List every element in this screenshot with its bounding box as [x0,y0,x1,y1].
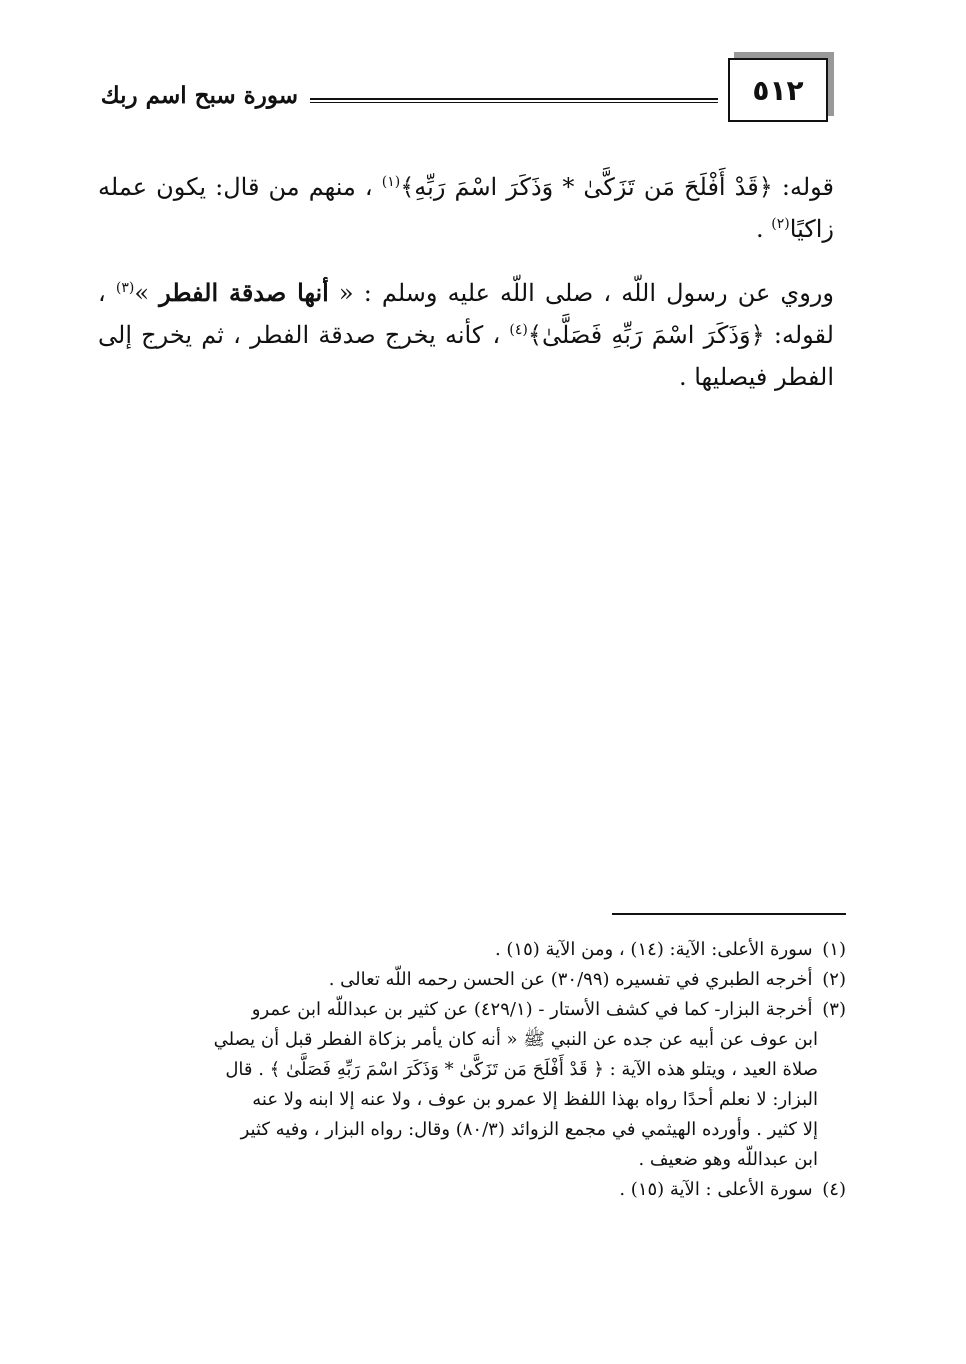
paragraph-2-text-4: ، كأنه يخرج صدقة الفطر ، ثم يخرج إلى الفطر فيصليها . [98,321,834,391]
page-header [88,58,828,128]
paragraph-1-text: قوله: ﴿قَدْ أَفْلَحَ مَن تَزَكَّىٰ * وَذَكَرَ اسْمَ رَبِّهِ﴾ [400,173,835,201]
footnote-1-line-1: سورة الأعلى: الآية: (١٤) ، ومن الآية (١٥) . [494,939,813,960]
footnote-3-line-4: البزار: لا نعلم أحدًا رواه بهذا اللفظ إلا عمرو بن عوف ، ولا عنه إلا ابنه ولا عنه [252,1089,818,1110]
paragraph-1 [98,166,834,250]
footnote-3-line-6: ابن عبداللّه وهو ضعيف . [638,1149,818,1170]
page-number: ٥١٢ [752,73,804,107]
footnote-3-number: (٣) [822,999,846,1020]
footnote-1-number: (١) [822,939,846,960]
running-title: سورة سبح اسم ربك [100,82,298,109]
footnote-3-line-3: صلاة العيد ، ويتلو هذه الآية : ﴿ قَدْ أَفْلَحَ مَن تَزَكَّىٰ * وَذَكَرَ اسْمَ رَبِّهِ فَصَلَّىٰ ﴾ . قال [225,1059,818,1080]
paragraph-2-text: وروي عن رسول اللّه ، صلى اللّه عليه وسلم : « [338,279,834,307]
paragraph-1-text-3: . [756,215,764,243]
paragraph-1-text-2: ، منهم من قال: يكون عمله زاكيًا [98,173,834,243]
footnote-1 [100,935,846,965]
footnote-ref-1: (١) [381,174,401,190]
footnote-3-line-1: أخرجة البزار- كما في كشف الأستار - (٤٢٩/١) عن كثير بن عبداللّه ابن عمرو [251,999,813,1020]
footnote-ref-3: (٣) [115,280,135,296]
paragraph-2-text-2: » [134,279,149,307]
footnote-separator [612,913,846,915]
footnote-ref-4: (٤) [509,322,528,338]
footnote-3 [100,995,846,1025]
paragraph-2 [98,272,834,398]
paragraph-2-bold: أنها صدقة الفطر [159,278,329,307]
footnote-4-number: (٤) [822,1179,846,1200]
footnote-3-line-5: إلا كثير . وأورده الهيثمي في مجمع الزوائد (٨٠/٣) وقال: رواه البزار ، وفيه كثير [240,1119,818,1140]
paragraph-2-text-3: ، لقوله: ﴿وَذَكَرَ اسْمَ رَبِّهِ فَصَلَّىٰ﴾ [98,279,834,349]
footnote-4 [100,1175,846,1205]
footnote-2-line-1: أخرجه الطبري في تفسيره (٣٠/٩٩) عن الحسن رحمه اللّه تعالى . [328,969,813,990]
footnote-2-number: (٢) [822,969,846,990]
main-text [98,166,834,420]
page-number-box [728,58,828,122]
footnote-4-line-1: سورة الأعلى : الآية (١٥) . [619,1179,813,1200]
footnote-2 [100,965,846,995]
footnotes [100,935,846,1205]
footnote-ref-2: (٢) [771,216,790,232]
footnote-3-line-2: ابن عوف عن أبيه عن جده عن النبي ﷺ « أنه كان يأمر بزكاة الفطر قبل أن يصلي [213,1029,818,1050]
header-rule [310,98,718,103]
